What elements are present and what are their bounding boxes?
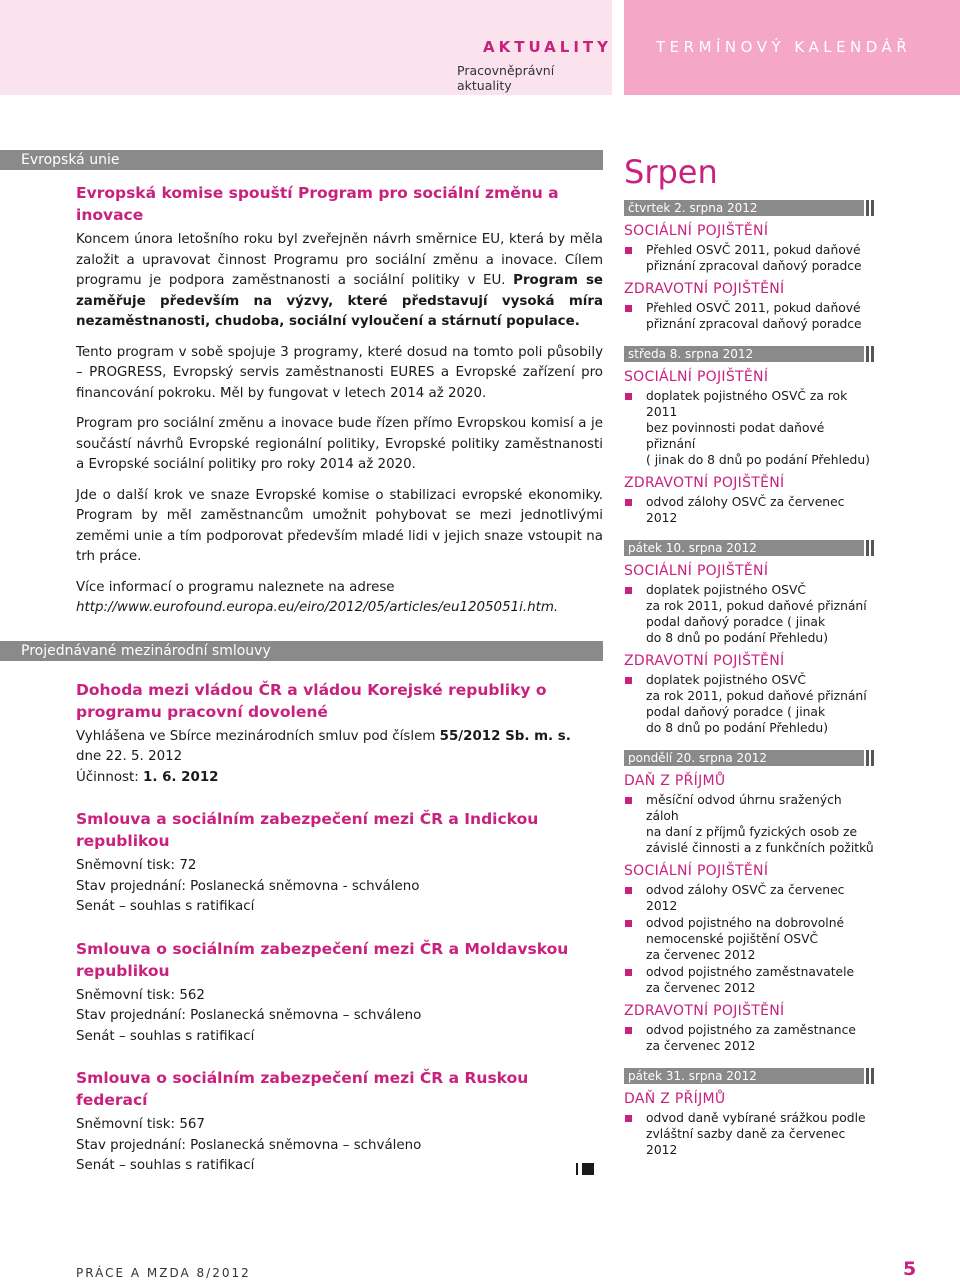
calendar-item: odvod pojistného za zaměstnance za červenec 2012 — [624, 1022, 874, 1054]
treaty-line: Senát – souhlas s ratifikací — [76, 1028, 255, 1044]
calendar-category: SOCIÁLNÍ POJIŠTĚNÍ — [624, 563, 769, 579]
calendar-category: DAŇ Z PŘÍJMŮ — [624, 1091, 726, 1107]
treaty-text: Vyhlášena ve Sbírce mezinárodních smluv pod číslem — [76, 728, 440, 744]
paragraph: Jde o další krok ve snaze Evropské komise o stabilizaci evropské ekonomiky. Program by měl zaměstnancům umožnit pohybovat se mezi jednotlivými zeměmi unie a tím podporovat především mladé lidi v jejich snaze vstoupit na trh práce. — [76, 487, 603, 564]
treaty-line: Senát – souhlas s ratifikací — [76, 899, 255, 914]
calendar-month: Srpen — [624, 153, 718, 191]
calendar-category: ZDRAVOTNÍ POJIŠTĚNÍ — [624, 281, 785, 297]
calendar-item: doplatek pojistného OSVČ za rok 2011 bez povinnosti podat daňové přiznání ( jinak do 8 dnů po podání Přehledu) — [624, 388, 874, 468]
treaty-line: Stav projednání: Poslanecká sněmovna - schváleno — [76, 878, 420, 894]
treaty-title: Smlouva a sociálním zabezpečení mezi ČR a Indickou republikou — [76, 810, 539, 850]
calendar-column — [624, 150, 874, 1159]
paragraph-text: Více informací o programu naleznete na adrese — [76, 579, 395, 595]
treaty-number: 55/2012 Sb. m. s. — [439, 728, 571, 744]
paragraph: Program pro sociální změnu a inovace bude řízen přímo Evropskou komisí a je součástí návrhů Evropské regionální politiky, Evropské politiky zaměstnanosti a Evropské sociální politiky pro roky 2014 až 2020. — [76, 416, 603, 472]
calendar-category: SOCIÁLNÍ POJIŠTĚNÍ — [624, 863, 769, 879]
treaty-line: Stav projednání: Poslanecká sněmovna – schváleno — [76, 1008, 422, 1023]
calendar-day-bar: čtvrtek 2. srpna 2012 — [624, 200, 864, 216]
section-bar-eu: Evropská unie — [0, 150, 603, 170]
calendar-item: Přehled OSVČ 2011, pokud daňové přiznání zpracoval daňový poradce — [624, 242, 874, 274]
paragraph: Tento program v sobě spojuje 3 programy, které dosud na tomto poli působily – PROGRESS, Evropský servis zaměstnanosti EURES a Evropské zařízení pro financování pokroku. Měl by fungovat v letech 2014 až 2020. — [76, 344, 603, 401]
header-left-band — [0, 0, 612, 95]
calendar-category: SOCIÁLNÍ POJIŠTĚNÍ — [624, 369, 769, 385]
paragraph — [76, 230, 603, 333]
calendar-category: DAŇ Z PŘÍJMŮ — [624, 773, 726, 789]
treaty-title: Dohoda mezi vládou ČR a vládou Korejské republiky o programu pracovní dovolené — [76, 680, 547, 721]
calendar-item: odvod zálohy OSVČ za červenec 2012 — [624, 882, 874, 914]
treaty-line: Sněmovní tisk: 562 — [76, 987, 205, 1003]
calendar-title: TERMÍNOVÝ KALENDÁŘ — [656, 38, 912, 56]
page-number: 5 — [903, 1258, 917, 1280]
treaty-title: Smlouva o sociálním zabezpečení mezi ČR a Ruskou federací — [76, 1069, 529, 1109]
calendar-category: SOCIÁLNÍ POJIŠTĚNÍ — [624, 223, 769, 239]
treaty-line: Stav projednání: Poslanecká sněmovna – schváleno — [76, 1137, 422, 1153]
section-title: AKTUALITY — [483, 38, 613, 56]
calendar-item: měsíční odvod úhrnu sražených záloh na daní z příjmů fyzických osob ze závislé činnosti a z funkčních požitků — [624, 792, 874, 856]
section-subtitle: Pracovněprávní aktuality — [457, 63, 555, 93]
calendar-day-bar: středa 8. srpna 2012 — [624, 346, 864, 362]
calendar-item: odvod daně vybírané srážkou podle zvláštní sazby daně za červenec 2012 — [624, 1110, 874, 1158]
treaty-text: Účinnost: — [76, 769, 144, 785]
info-link[interactable]: http://www.eurofound.europa.eu/eiro/2012/05/articles/eu1205051i.htm. — [76, 600, 559, 615]
end-mark-icon — [576, 1163, 596, 1175]
treaty-line: Sněmovní tisk: 72 — [76, 858, 197, 873]
paragraph-text: Koncem února letošního roku byl zveřejněn návrh směrnice EU, která by měla založit a upravovat činnost Programu pro sociální změnu a inovace. Cílem programu je podpora zaměstnanosti a sociální politiky v EU. — [76, 232, 603, 288]
treaty-line: dne 22. 5. 2012 — [76, 749, 183, 764]
calendar-item: odvod pojistného zaměstnavatele za červenec 2012 — [624, 964, 874, 996]
journal-footer: PRÁCE A MZDA 8/2012 — [76, 1266, 251, 1280]
calendar-item: Přehled OSVČ 2011, pokud daňové přiznání zpracoval daňový poradce — [624, 300, 874, 332]
calendar-category: ZDRAVOTNÍ POJIŠTĚNÍ — [624, 653, 785, 669]
calendar-item: odvod zálohy OSVČ za červenec 2012 — [624, 494, 874, 526]
calendar-day-bar: pátek 10. srpna 2012 — [624, 540, 864, 556]
calendar-item: doplatek pojistného OSVČ za rok 2011, pokud daňové přiznání podal daňový poradce ( jinak do 8 dnů po podání Přehledu) — [624, 582, 874, 646]
treaty-date: 1. 6. 2012 — [143, 769, 219, 785]
calendar-category: ZDRAVOTNÍ POJIŠTĚNÍ — [624, 1003, 785, 1019]
treaty-line: Sněmovní tisk: 567 — [76, 1117, 205, 1132]
article-title: Evropská komise spouští Program pro sociální změnu a inovace — [76, 184, 559, 224]
calendar-item: odvod pojistného na dobrovolné nemocenské pojištění OSVČ za červenec 2012 — [624, 915, 874, 963]
treaty-title: Smlouva o sociálním zabezpečení mezi ČR a Moldavskou republikou — [76, 939, 569, 980]
calendar-item: doplatek pojistného OSVČ za rok 2011, pokud daňové přiznání podal daňový poradce ( jinak do 8 dnů po podání Přehledu) — [624, 672, 874, 736]
calendar-category: ZDRAVOTNÍ POJIŠTĚNÍ — [624, 475, 785, 491]
treaty-line — [76, 768, 603, 789]
treaty-line: Senát – souhlas s ratifikací — [76, 1158, 255, 1173]
main-column — [21, 150, 603, 1177]
paragraph — [76, 578, 603, 619]
calendar-day-bar: pondělí 20. srpna 2012 — [624, 750, 864, 766]
section-bar-treaties: Projednávané mezinárodní smlouvy — [0, 641, 603, 661]
header-right-band — [624, 0, 960, 95]
treaty-line — [76, 727, 603, 748]
paragraph-bold-text: Program se zaměřuje především na výzvy, které představují vysoká míra nezaměstnanosti, chudoba, sociální vyloučení a stárnutí populace. — [76, 273, 603, 329]
calendar-day-bar: pátek 31. srpna 2012 — [624, 1068, 864, 1084]
